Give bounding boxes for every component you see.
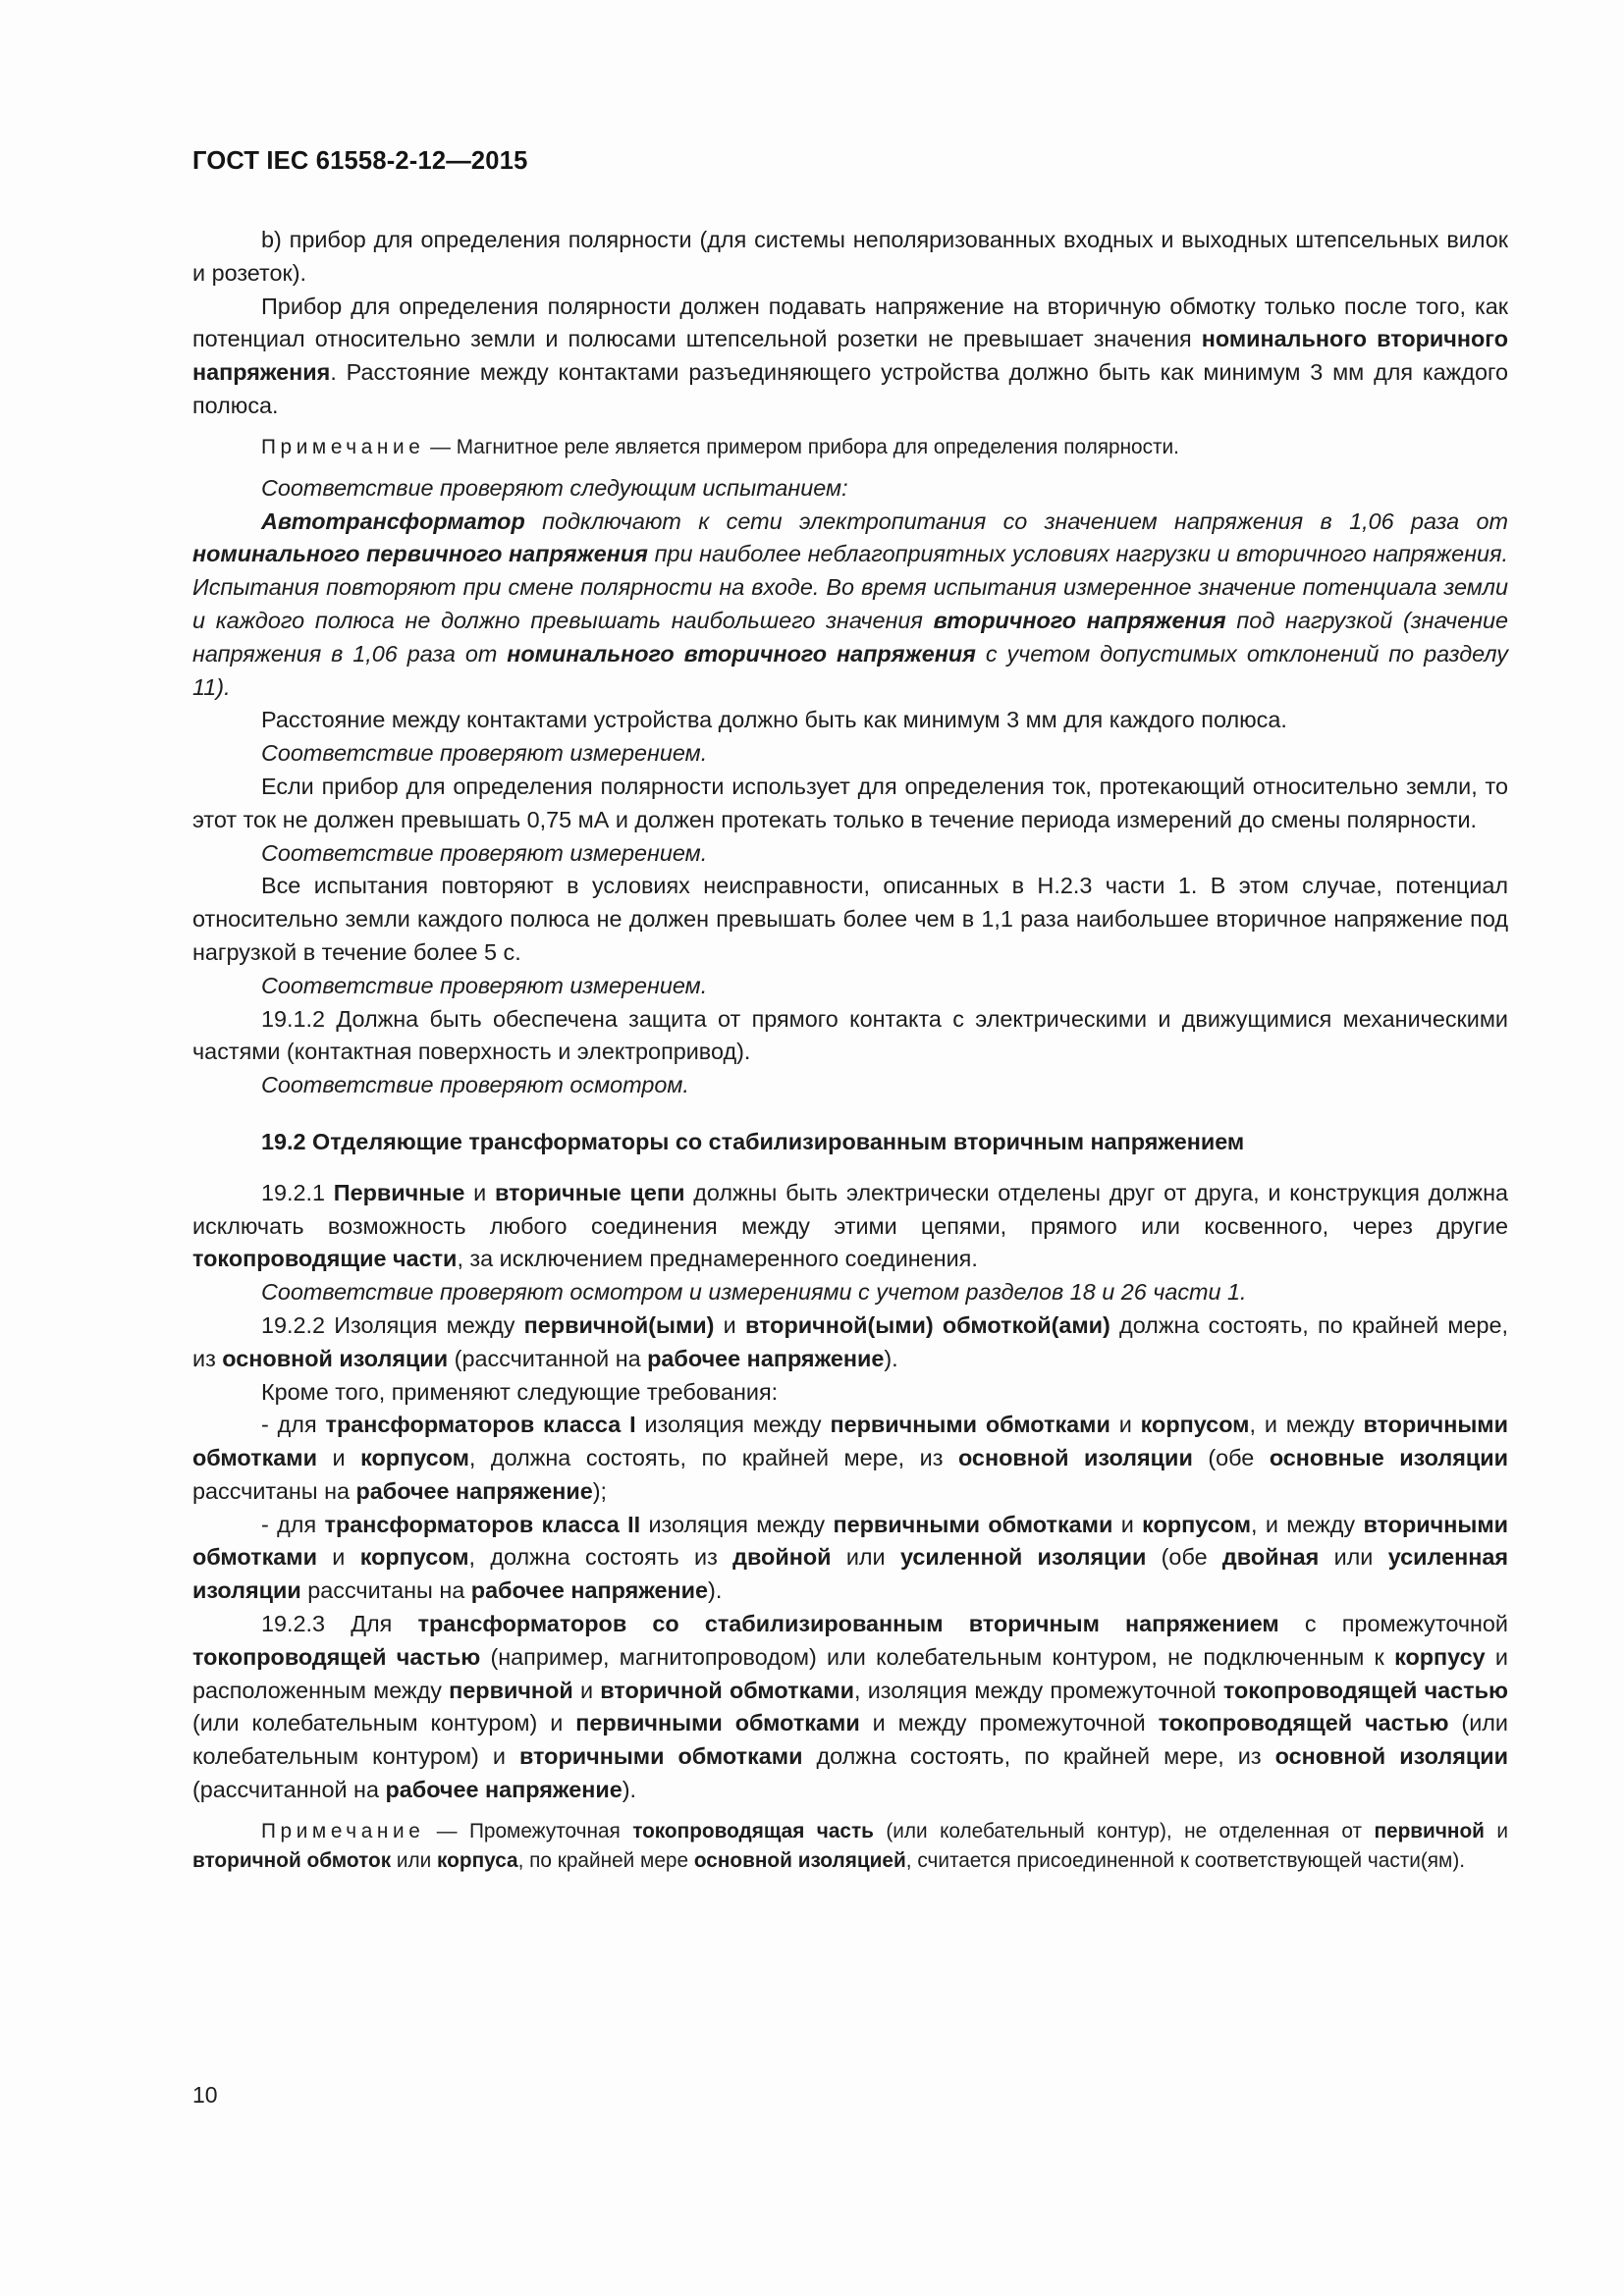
text-run: Соответствие проверяют измерением.: [261, 740, 708, 767]
term-bold: трансформаторов класса I: [325, 1412, 636, 1438]
text-run: (или колебательным контуром) и: [192, 1710, 576, 1736]
text-run: или: [1319, 1544, 1388, 1571]
text-run: с учетом допустимых отклонений по разделу 11).: [192, 640, 1508, 700]
text-run: с промежуточной: [1278, 1611, 1509, 1637]
text-run: 19.2.3 Для: [261, 1611, 418, 1637]
text-run: или: [391, 1848, 438, 1872]
text-paragraph: [192, 737, 1508, 771]
term-bold: корпуса: [437, 1848, 518, 1872]
text-run: Соответствие проверяют осмотром и измерениями с учетом разделов 18 и 26 части 1.: [261, 1279, 1247, 1306]
text-run: изоляция между: [640, 1511, 834, 1537]
text-run: и: [1110, 1412, 1141, 1438]
text-run: подключают к сети электропитания со значением напряжения в 1,06 раза от: [524, 507, 1508, 534]
text-run: и: [316, 1445, 361, 1471]
note-label: Примечание: [261, 1819, 425, 1842]
term-bold: вторичной обмотками: [600, 1677, 854, 1703]
term-bold: вторичными обмотками: [192, 1511, 1509, 1571]
term-bold: первичной: [1374, 1819, 1485, 1842]
text-run: (обе: [1146, 1544, 1222, 1571]
document-code-header: ГОСТ IEC 61558-2-12—2015: [192, 147, 528, 175]
text-run: — Промежуточная: [424, 1819, 633, 1842]
text-run: должна состоять, по крайней мере, из: [802, 1743, 1275, 1770]
text-run: (обе: [1192, 1445, 1270, 1471]
text-paragraph: [192, 1409, 1508, 1508]
text-run: ).: [708, 1577, 723, 1604]
text-paragraph: [192, 291, 1508, 423]
text-run: , за исключением преднамеренного соединения.: [457, 1246, 978, 1272]
text-run: Если прибор для определения полярности использует для определения ток, протекающий относительно земли, то этот ток не должен превышать 0,75 мА и должен протекать только в течение периода измерений до смены полярности.: [192, 773, 1508, 832]
text-run: и: [464, 1179, 495, 1205]
term-bold: корпусу: [1394, 1643, 1486, 1670]
text-run: Прибор для определения полярности должен подавать напряжение на вторичную обмотку только после того, как потенциал относительно земли и полюсами штепсельной розетки не превышает значения: [192, 293, 1508, 352]
term-bold: первичной(ыми): [523, 1311, 715, 1338]
term-bold: первичными обмотками: [833, 1511, 1113, 1537]
text-run: рассчитаны на: [300, 1577, 471, 1604]
text-paragraph: [192, 1276, 1508, 1309]
term-bold: основной изоляции: [1274, 1743, 1508, 1770]
text-run: и: [1484, 1819, 1508, 1842]
term-bold: вторичные цепи: [494, 1179, 685, 1205]
term-bold: первичной: [449, 1677, 573, 1703]
text-run: Расстояние между контактами устройства должно быть как минимум 3 мм для каждого полюса.: [261, 707, 1287, 733]
text-paragraph: [192, 704, 1508, 737]
term-bold: токопроводящие части: [192, 1246, 458, 1272]
text-run: , считается присоединенной к соответствующей части(ям).: [905, 1848, 1466, 1872]
text-run: , изоляция между промежуточной: [853, 1677, 1223, 1703]
text-paragraph: [192, 472, 1508, 506]
term-bold: первичными обмотками: [575, 1710, 860, 1736]
term-bold: токопроводящая часть: [632, 1819, 874, 1842]
term-bold: Автотрансформатор: [261, 507, 525, 534]
term-bold: основной изоляции: [222, 1345, 449, 1371]
term-bold: корпусом: [1140, 1412, 1250, 1438]
section-heading: [192, 1126, 1508, 1159]
text-run: должны быть электрически отделены друг от друга, и конструкция должна исключать возможность любого соединения между этими цепями, прямого или косвенного, через другие: [192, 1179, 1508, 1239]
text-run: при наиболее неблагоприятных условиях нагрузки и вторичного напряжения. Испытания повторяют при смене полярности на входе. Во время испытания измеренное значение потенциала земли и каждого полюса не должно превышать наибольшего значения: [192, 541, 1508, 633]
text-run: , должна состоять, по крайней мере, из: [468, 1445, 958, 1471]
term-bold: корпусом: [359, 1544, 469, 1571]
term-bold: номинального вторичного напряжения: [507, 640, 976, 667]
text-run: — Магнитное реле является примером прибора для определения полярности.: [424, 435, 1179, 458]
text-paragraph: [192, 1309, 1508, 1376]
text-run: (или колебательный контур), не отделенная от: [873, 1819, 1375, 1842]
text-paragraph: [192, 1376, 1508, 1410]
text-run: и расположенным между: [192, 1643, 1508, 1703]
term-bold: двойной: [732, 1544, 832, 1571]
text-run: Соответствие проверяют измерением.: [261, 839, 708, 866]
text-run: и: [572, 1677, 601, 1703]
text-run: ).: [884, 1345, 898, 1371]
text-run: и: [714, 1311, 745, 1338]
term-bold: двойная: [1221, 1544, 1320, 1571]
text-paragraph: [192, 970, 1508, 1003]
text-run: Соответствие проверяют измерением.: [261, 972, 708, 998]
term-bold: вторичной(ыми) обмоткой(ами): [744, 1311, 1110, 1338]
term-bold: основные изоляции: [1269, 1445, 1508, 1471]
document-body: [192, 224, 1508, 1886]
text-paragraph: [192, 771, 1508, 837]
term-bold: рабочее напряжение: [385, 1777, 623, 1803]
text-run: (или колебательным контуром) и: [192, 1710, 1509, 1770]
term-bold: вторичной обмоток: [192, 1848, 392, 1872]
text-run: ).: [622, 1777, 637, 1803]
text-paragraph: [192, 837, 1508, 871]
term-bold: номинального вторичного напряжения: [192, 326, 1508, 386]
text-run: Все испытания повторяют в условиях неисправности, описанных в H.2.3 части 1. В этом случае, потенциал относительно земли каждого полюса не должен превышать более чем в 1,1 раза наибольшее вторичное напряжение под нагрузкой в течение более 5 с.: [192, 873, 1508, 965]
text-run: Кроме того, применяют следующие требования:: [261, 1378, 779, 1405]
text-run: );: [592, 1477, 608, 1504]
text-paragraph: [192, 1177, 1508, 1276]
text-run: , должна состоять из: [468, 1544, 733, 1571]
text-run: изоляция между: [635, 1412, 831, 1438]
text-run: 19.1.2 Должна быть обеспечена защита от прямого контакта с электрическими и движущимися механическими частями (контактная поверхность и электропривод).: [192, 1005, 1508, 1065]
term-bold: вторичными обмотками: [518, 1743, 803, 1770]
page-number: 10: [192, 2082, 218, 2108]
text-run: (рассчитанной на: [192, 1777, 386, 1803]
term-bold: трансформаторов класса II: [324, 1511, 641, 1537]
text-run: - для: [261, 1511, 325, 1537]
term-bold: вторичного напряжения: [933, 607, 1226, 633]
term-bold: номинального первичного напряжения: [192, 541, 648, 567]
term-bold: токопроводящей частью: [192, 1643, 481, 1670]
text-run: Соответствие проверяют осмотром.: [261, 1072, 689, 1098]
text-paragraph: [192, 1003, 1508, 1070]
note-paragraph: [192, 433, 1508, 462]
term-bold: основной изоляции: [957, 1445, 1193, 1471]
text-run: b) прибор для определения полярности (для системы неполяризованных входных и выходных штепсельных вилок и розеток).: [192, 227, 1508, 286]
text-run: 19.2.2 Изоляция между: [261, 1311, 524, 1338]
term-bold: корпусом: [1142, 1511, 1251, 1537]
term-bold: основной изоляцией: [693, 1848, 906, 1872]
term-bold: усиленной изоляции: [899, 1544, 1147, 1571]
note-label: Примечание: [261, 435, 425, 458]
term-bold: рабочее напряжение: [355, 1477, 593, 1504]
term-bold: трансформаторов со стабилизированным вторичным напряжением: [417, 1611, 1279, 1637]
term-bold: Первичные: [333, 1179, 465, 1205]
term-bold: токопроводящей частью: [1158, 1710, 1449, 1736]
text-run: 19.2 Отделяющие трансформаторы со стабилизированным вторичным напряжением: [261, 1128, 1245, 1154]
text-paragraph: [192, 1608, 1508, 1807]
text-paragraph: [192, 224, 1508, 291]
text-run: рассчитаны на: [192, 1477, 356, 1504]
text-run: Соответствие проверяют следующим испытанием:: [261, 474, 848, 501]
term-bold: вторичными обмотками: [192, 1412, 1508, 1471]
term-bold: рабочее напряжение: [647, 1345, 885, 1371]
term-bold: усиленная изоляции: [192, 1544, 1508, 1604]
text-run: или: [831, 1544, 900, 1571]
text-run: (рассчитанной на: [448, 1345, 648, 1371]
text-paragraph: [192, 870, 1508, 969]
text-run: . Расстояние между контактами разъединяющего устройства должно быть как минимум 3 мм для каждого полюса.: [192, 359, 1508, 418]
term-bold: первичными обмотками: [830, 1412, 1110, 1438]
text-run: и: [1112, 1511, 1143, 1537]
text-run: - для: [261, 1412, 326, 1438]
text-run: и: [316, 1544, 360, 1571]
text-run: , по крайней мере: [517, 1848, 694, 1872]
text-run: (например, магнитопроводом) или колебательным контуром, не подключенным к: [480, 1643, 1395, 1670]
text-run: и между промежуточной: [859, 1710, 1159, 1736]
text-run: должна состоять, по крайней мере, из: [192, 1311, 1508, 1371]
term-bold: токопроводящей частью: [1222, 1677, 1508, 1703]
text-run: под нагрузкой (значение напряжения в 1,06 раза от: [192, 607, 1508, 667]
text-run: 19.2.1: [261, 1179, 334, 1205]
term-bold: корпусом: [360, 1445, 469, 1471]
text-run: , и между: [1249, 1412, 1364, 1438]
text-paragraph: [192, 506, 1508, 705]
term-bold: рабочее напряжение: [470, 1577, 709, 1604]
text-run: , и между: [1251, 1511, 1364, 1537]
text-paragraph: [192, 1069, 1508, 1102]
note-paragraph: [192, 1817, 1508, 1876]
text-paragraph: [192, 1509, 1508, 1608]
